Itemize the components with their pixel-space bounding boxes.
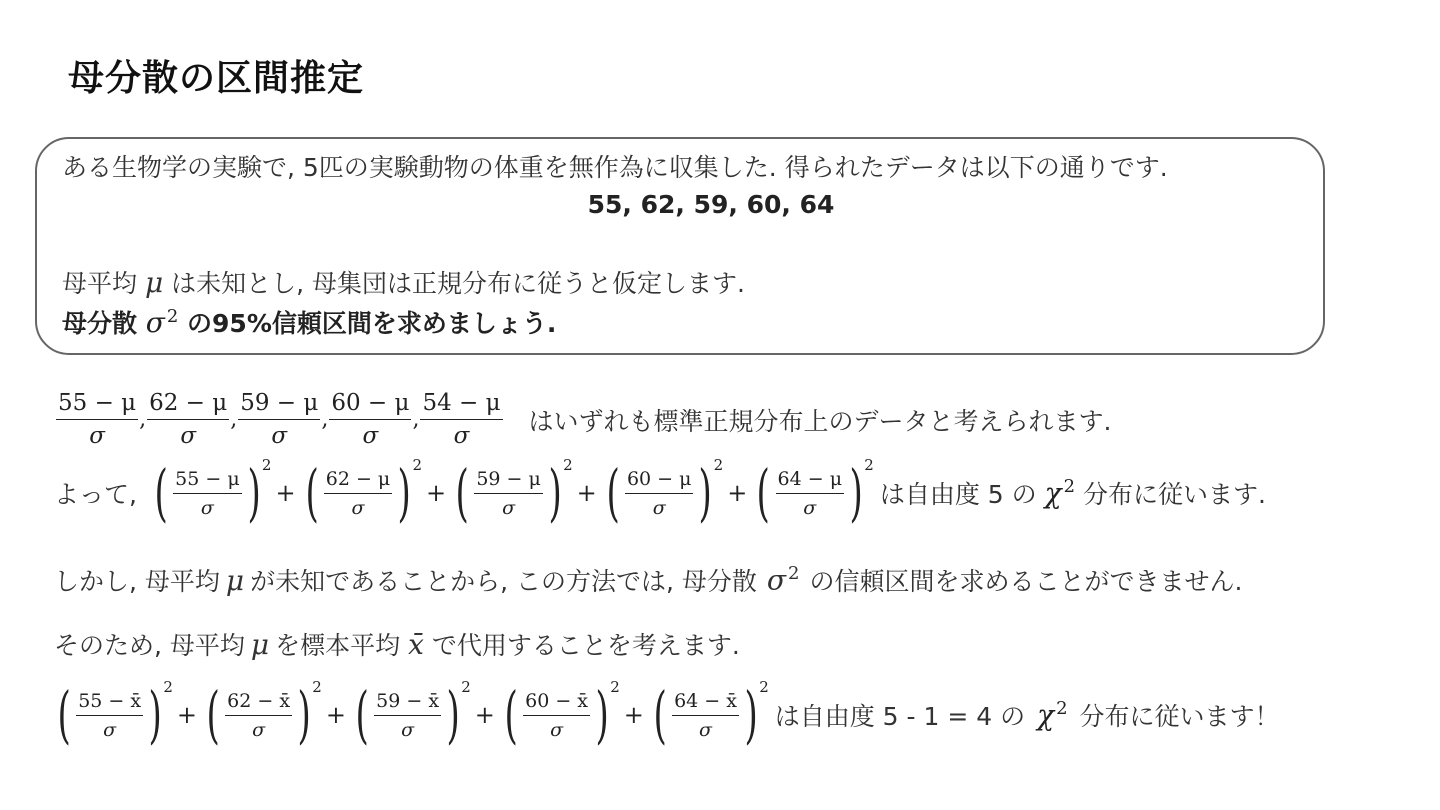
squared-term: ( $\frac{64 - \mu}{\sigma}$ ) 2	[756, 456, 874, 529]
squared-term: ( $\frac{64 - x̄}{\sigma}$ ) 2	[653, 678, 769, 751]
squared-term: ( $\frac{62 - x̄}{\sigma}$ ) 2	[206, 678, 322, 751]
fraction: $\frac{60 - \mu}{\sigma}$	[331, 390, 410, 449]
chi-symbol: χ $^2$	[1037, 698, 1068, 732]
squared-term: ( $\frac{60 - x̄}{\sigma}$ ) 2	[504, 678, 620, 751]
chi-symbol: χ $^2$	[1044, 476, 1076, 510]
squared-term: ( $\frac{55 - \mu}{\sigma}$ ) 2	[154, 456, 272, 529]
data-values: 55, 62, 59, 60, 64	[587, 190, 835, 219]
however-line: しかし, 母平均 μ が未知であることから, この方法では, 母分散 σ $^2$ の信頼区間を求めることができません.	[54, 563, 1243, 597]
equation-1: $\frac{55 - \mu}{\sigma}$ , $\frac{62 - \mu}{\sigma}$ , $\frac{59 - \mu}{\sigma}$ , $\frac{60 - \mu}{\sigma}$ , $\frac{54 - \mu}{\sigma}$ はいずれも標準正規分布上のデータと考えられます.	[58, 390, 1112, 449]
squared-term: ( $\frac{55 - x̄}{\sigma}$ ) 2	[57, 678, 173, 751]
fraction: $\frac{59 - \mu}{\sigma}$	[240, 390, 319, 449]
fraction: $\frac{55 - \mu}{\sigma}$	[58, 390, 137, 449]
squared-term: ( $\frac{59 - \mu}{\sigma}$ ) 2	[455, 456, 573, 529]
sigma-symbol: σ $^2$	[145, 305, 179, 339]
squared-term: ( $\frac{62 - \mu}{\sigma}$ ) 2	[304, 456, 423, 529]
page-title: 母分散の区間推定	[68, 58, 365, 99]
squared-term: ( $\frac{59 - x̄}{\sigma}$ ) 2	[355, 678, 471, 751]
equation-1-text: はいずれも標準正規分布上のデータと考えられます.	[528, 406, 1112, 436]
squared-term: ( $\frac{60 - \mu}{\sigma}$ ) 2	[606, 456, 724, 529]
problem-line-3: 母平均 μ は未知とし, 母集団は正規分布に従うと仮定します.	[62, 266, 745, 299]
problem-line-4: 母分散 σ $^2$ の95%信頼区間を求めましょう.	[62, 305, 557, 339]
fraction: $\frac{62 - \mu}{\sigma}$	[149, 390, 228, 449]
equation-2: よって, ( $\frac{55 - \mu}{\sigma}$ ) 2 + ( $\frac{62 - \mu}{\sigma}$ ) 2 + ( $\frac{59 - \mu}{\sigma}$ ) 2 + ( $\frac{60 - \mu}{\sigma}$ ) 2 + ( $\frac{64 - \mu}{\sigma}$ ) 2 は自由度 5 の χ $^2$ 分布に従います.	[54, 456, 1266, 529]
mu-symbol: μ	[144, 266, 164, 299]
fraction: $\frac{54 - \mu}{\sigma}$	[422, 390, 501, 449]
equation-3: ( $\frac{55 - x̄}{\sigma}$ ) 2 + ( $\frac{62 - x̄}{\sigma}$ ) 2 + ( $\frac{59 - x̄}{\sigma}$ ) 2 + ( $\frac{60 - x̄}{\sigma}$ ) 2 + ( $\frac{64 - x̄}{\sigma}$ ) 2 は自由度 5 - 1 = 4 の χ $^2$ 分布に従います！	[52, 684, 1280, 746]
therefore-line: そのため, 母平均 μ を標本平均 x̄ で代用することを考えます.	[54, 627, 740, 661]
problem-line-1: ある生物学の実験で, 5匹の実験動物の体重を無作為に収集した. 得られたデータは以下の通りです.	[62, 153, 1168, 182]
